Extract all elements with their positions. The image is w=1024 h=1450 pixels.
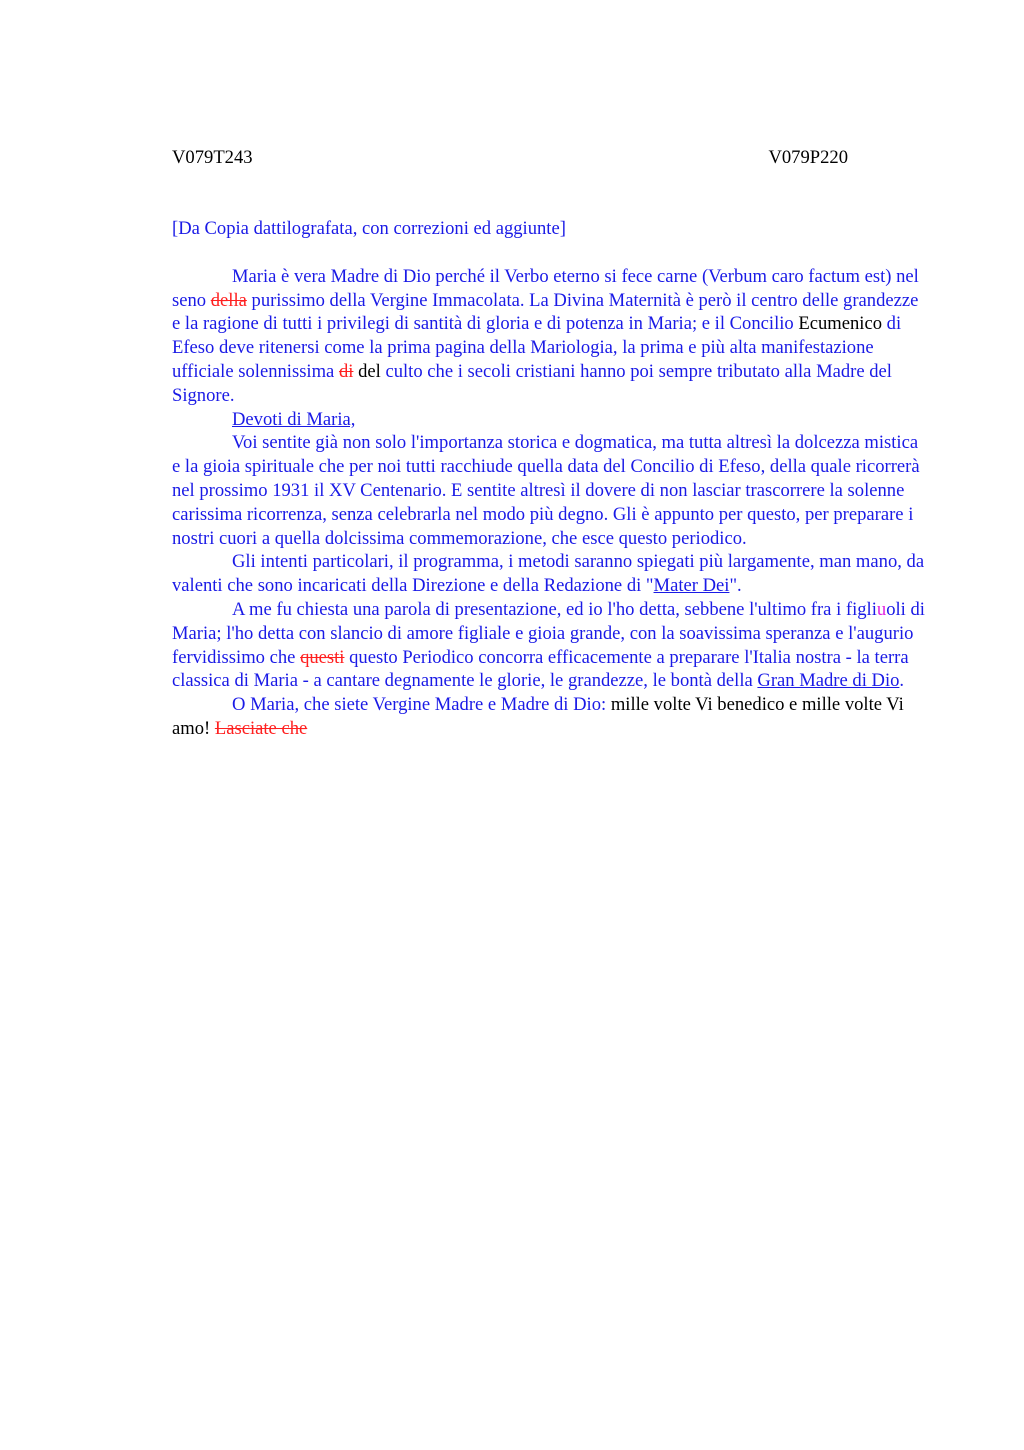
deleted-text: Lasciate che	[214, 717, 308, 739]
salutation-link[interactable]: Devoti di Maria,	[232, 408, 356, 430]
paragraph-1-text-b: purissimo della Vergine Immacolata. La Divina Maternità è però il centro delle grandezze e la ragione di tutti i privilegi di santità di gloria e di potenza in Maria; e il Concilio	[172, 289, 919, 335]
paragraph-6	[172, 693, 928, 741]
paragraph-4-text-a: Gli intenti particolari, il programma, i metodi saranno spiegati più largamente, man mano, da valenti che sono incaricati della Direzione e della Redazione di "	[172, 551, 925, 597]
paragraph-5-text-b: oli di Maria; l'ho detta con slancio di amore figliale e gioia grande, con la soavissima speranza e l'augurio fervidissimo che	[172, 598, 925, 668]
deleted-text: della	[210, 289, 247, 311]
paragraph-1	[172, 265, 928, 408]
paragraph-5	[172, 598, 928, 693]
paragraph-5-text-a: A me fu chiesta una parola di presentazione, ed io l'ho detta, sebbene l'ultimo fra i figli	[232, 598, 877, 620]
paragraph-5-text-c: questo Periodico concorra efficacemente a preparare l'Italia nostra - la terra classica di Maria - a cantare degnamente le glorie, le grandezze, le bontà della	[172, 646, 909, 692]
document-code-right: V079P220	[768, 147, 848, 168]
paragraph-4-text-b: ".	[729, 575, 742, 597]
paragraph-1-text-a: Maria è vera Madre di Dio perché il Verbo eterno si fece carne (Verbum caro factum est) nel seno	[172, 265, 919, 311]
original-text: mille volte Vi benedico e mille volte Vi amo!	[172, 694, 904, 739]
paragraph-2	[172, 408, 928, 432]
paragraph-1-text-d: di Efeso deve ritenersi come la prima pagina della Mariologia, la prima e più alta manifestazione ufficiale solennissima	[172, 313, 902, 382]
mater-dei-link[interactable]: Mater Dei	[653, 575, 730, 597]
original-text: Ecumenico	[798, 313, 882, 335]
paragraph-5-text-d: .	[899, 670, 905, 692]
document-code-left: V079T243	[172, 147, 253, 168]
deleted-text: di	[338, 360, 354, 382]
inserted-text: u	[876, 598, 887, 620]
paragraph-6-text-a: O Maria, che siete Vergine Madre e Madre di Dio:	[232, 694, 607, 716]
paragraph-4	[172, 550, 928, 598]
deleted-text: questi	[300, 646, 345, 668]
gran-madre-link[interactable]: Gran Madre di Dio	[757, 670, 900, 692]
original-text: del	[353, 360, 381, 382]
paragraph-3: Voi sentite già non solo l'importanza storica e dogmatica, ma tutta altresì la dolcezza mistica e la gioia spirituale che per noi tutti racchiude quella data del Concilio di Efeso, della quale ricorrerà nel prossimo 1931 il XV Centenario. E sentite altresì il dovere di non lasciar trascorrere la solenne carissima ricorrenza, senza celebrarla nel modo più degno. Gli è appunto per questo, per preparare i nostri cuori a quella dolcissima commemorazione, che esce questo periodico.	[172, 432, 920, 549]
source-note: [Da Copia dattilografata, con correzioni ed aggiunte]	[172, 218, 566, 239]
document-body	[172, 217, 928, 741]
page-header	[172, 146, 848, 170]
paragraph-1-text-f: culto che i secoli cristiani hanno poi sempre tributato alla Madre del Signore.	[172, 360, 892, 406]
